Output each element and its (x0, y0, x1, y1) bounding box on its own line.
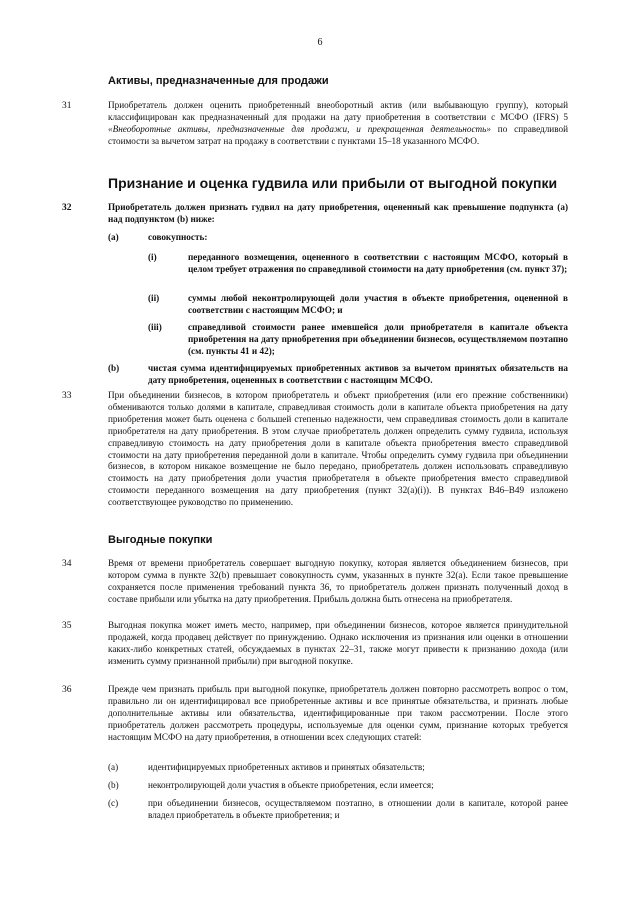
paragraph-number-35: 35 (62, 621, 72, 631)
paragraph-36: Прежде чем признать прибыль при выгодной покупке, приобретатель должен повторно рассмотреть вопрос о том, правильно ли он идентифицировал все приобретенные активы и все принятые обязательства, и признать любые дополнительные активы или обязательства, идентифицированные при таком рассмотрении. После этого приобретатель должен рассмотреть процедуры, используемые для оценки сумм, признание которых требуется настоящим МСФО на дату приобретения, в отношении всех следующих статей: (108, 684, 568, 742)
paragraph-number-36: 36 (62, 685, 72, 695)
item-32b-text: чистая сумма идентифицируемых приобретенных активов за вычетом принятых обязательств на дату приобретения, оцененных в соответствии с настоящим МСФО. (148, 363, 568, 385)
item-32a-iii-text: справедливой стоимости ранее имевшейся доли приобретателя в капитале объекта приобретения на дату приобретения при объединении бизнесов, осуществляемом поэтапно (см. пункты 41 и 42); (188, 322, 568, 356)
paragraph-35: Выгодная покупка может иметь место, например, при объединении бизнесов, которое является принудительной продажей, когда продавец действует по принуждению. Однако исключения из признания или оценки в отношении каких-либо конкретных статей, обсуждаемых в пунктах 22–31, также могут привести к признанию дохода (или изменить сумму признанной прибыли) при выгодной покупке. (108, 620, 568, 666)
item-32a-marker: (a) (108, 232, 119, 242)
paragraph-number-34: 34 (62, 559, 72, 569)
item-32a-ii-text: суммы любой неконтролирующей доли участия в объекте приобретения, оцененной в соответствии с настоящим МСФО; и (188, 293, 568, 315)
paragraph-31-text-a: Приобретатель должен оценить приобретенный внеоборотный актив (или выбывающую группу), который классифицирован как предназначенный для продажи на дату приобретения в соответствии с МСФО (IFRS) 5 (108, 100, 568, 122)
item-36a-marker: (a) (108, 762, 119, 772)
item-32a-ii-marker: (ii) (148, 293, 160, 303)
item-36b-marker: (b) (108, 780, 119, 790)
heading-goodwill-recognition: Признание и оценка гудвила или прибыли от выгодной покупки (108, 175, 558, 191)
item-36b-text: неконтролирующей доли участия в объекте приобретения, если имеется; (148, 780, 434, 790)
paragraph-number-31: 31 (62, 101, 72, 111)
heading-assets-held-for-sale: Активы, предназначенные для продажи (108, 75, 329, 87)
paragraph-31 (108, 100, 568, 148)
paragraph-34: Время от времени приобретатель совершает выгодную покупку, которая является объединением бизнесов, при котором сумма в пункте 32(b) превышает совокупность сумм, указанных в пункте 32(a). Если такое превышение сохраняется после применения требований пункта 36, то приобретатель должен признать полученный доход в составе прибыли или убытка на дату приобретения. Прибыль должна быть отнесена на приобретателя. (108, 558, 568, 604)
item-32a-i-text: переданного возмещения, оцененного в соответствии с настоящим МСФО, который в целом требует отражения по справедливой стоимости на дату приобретения (см. пункт 37); (188, 252, 568, 274)
paragraph-33: При объединении бизнесов, в котором приобретатель и объект приобретения (или его прежние собственники) обмениваются только долями в капитале, справедливая стоимость доли в капитале объекта приобретения на дату приобретения может быть оценена с большей степенью надежности, чем справедливая стоимость доли в капитале приобретателя на дату приобретения. В этом случае приобретатель должен определить сумму гудвила, используя справедливую стоимость на дату приобретения доли в капитале объекта приобретения вместо справедливой стоимости на дату приобретения переданной доли в капитале. Чтобы определить сумму гудвила при объединении бизнесов, в котором никакое возмещение не было передано, приобретатель должен использовать справедливую стоимость на дату приобретения доли участия приобретателя в объекте приобретения вместо справедливой стоимости переданного возмещения на дату приобретения (пункт 32(a)(i)). В пунктах B46–B49 изложено соответствующее руководство по применению. (108, 390, 568, 508)
item-32b-marker: (b) (108, 363, 120, 373)
paragraph-31-ifrs5-title: «Внеоборотные активы, предназначенные для продажи, и прекращенная деятельность» (108, 123, 491, 134)
item-32a-text: совокупность: (148, 232, 208, 242)
item-36a-text: идентифицируемых приобретенных активов и принятых обязательств; (148, 762, 425, 772)
item-32a-i-marker: (i) (148, 252, 157, 262)
paragraph-32-intro: Приобретатель должен признать гудвил на дату приобретения, оцененный как превышение подпункта (a) над подпунктом (b) ниже: (108, 202, 568, 224)
paragraph-31-text-b: по справедливой стоимости за вычетом затрат на продажу в соответствии с пунктами 15–18 указанного МСФО. (108, 123, 568, 146)
page-number: 6 (317, 37, 323, 48)
item-36c-text: при объединении бизнесов, осуществляемом поэтапно, в отношении доли в капитале, которой ранее владел приобретатель в объекте приобретения; и (148, 798, 568, 820)
paragraph-number-33: 33 (62, 391, 72, 401)
item-32a-iii-marker: (iii) (148, 322, 162, 332)
heading-bargain-purchases: Выгодные покупки (108, 534, 213, 546)
item-36c-marker: (c) (108, 798, 119, 808)
paragraph-number-32: 32 (62, 203, 72, 213)
